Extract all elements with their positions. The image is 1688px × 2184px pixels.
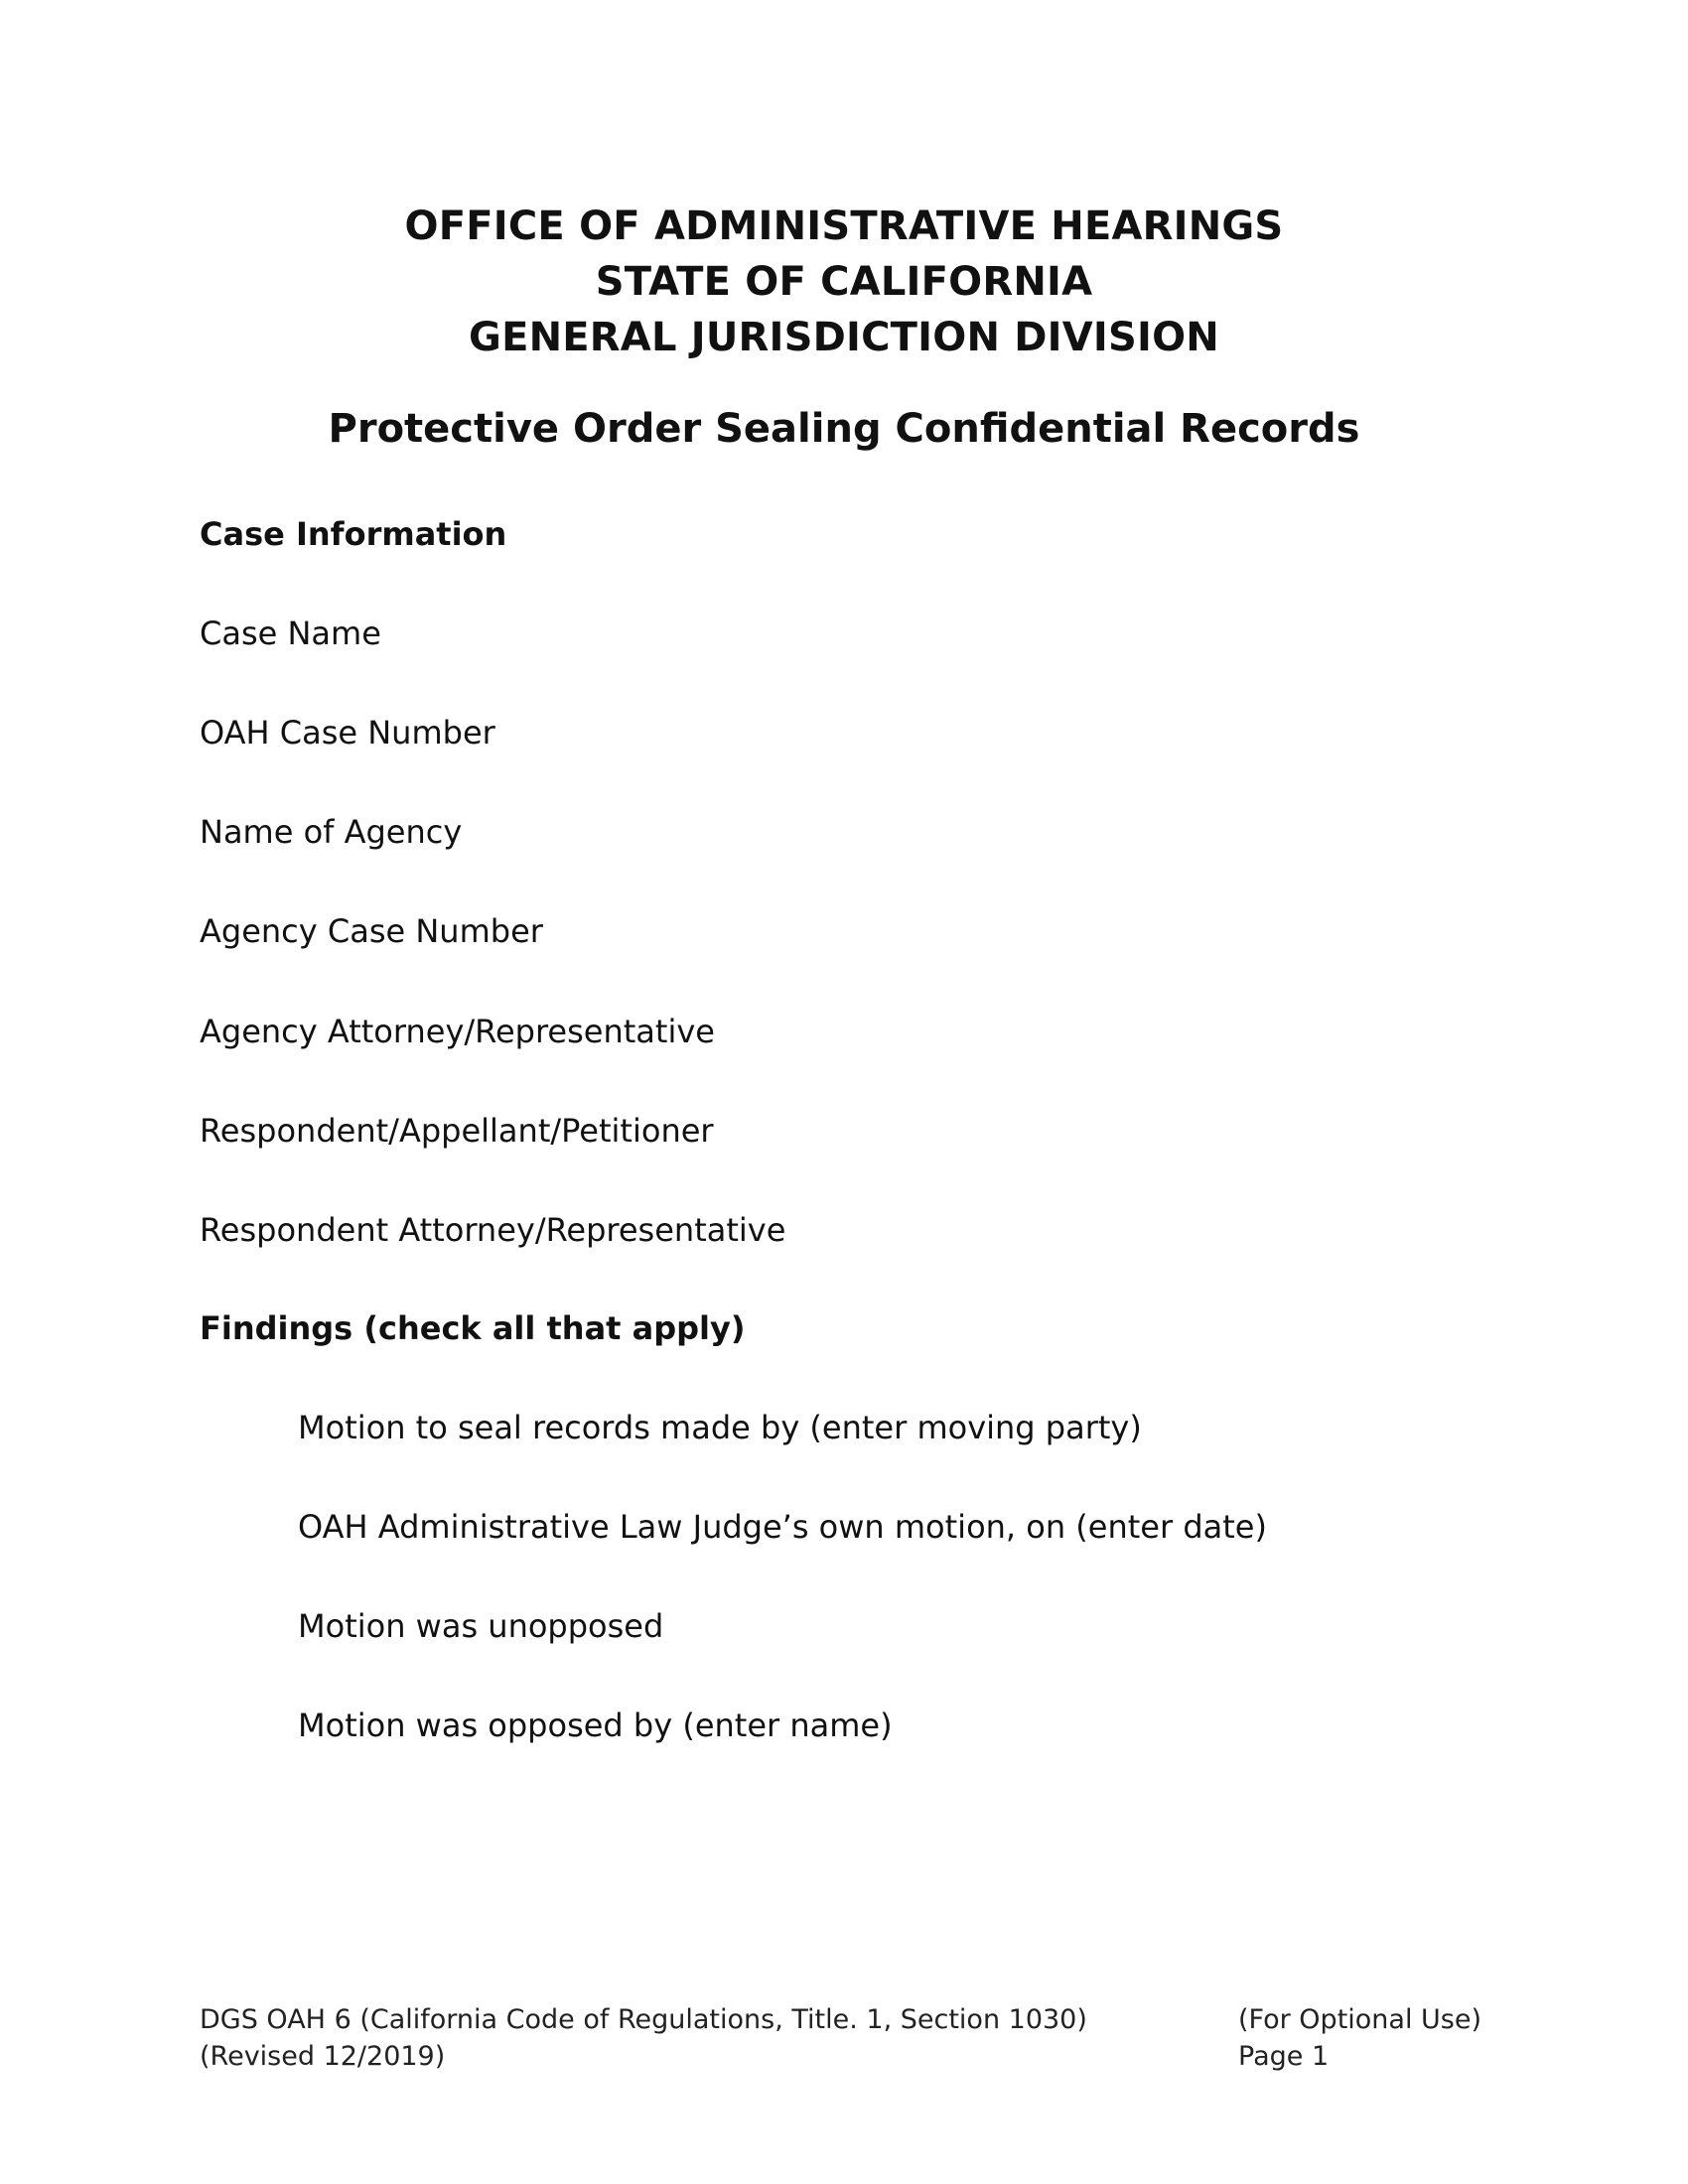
header-line-state: STATE OF CALIFORNIA [595,259,1093,305]
agency-attorney-label: Agency Attorney/Representative [200,1013,715,1050]
finding-opposed-by: Motion was opposed by (enter name) [298,1706,893,1744]
agency-name-label: Name of Agency [200,813,463,851]
footer-page-number: Page 1 [1238,2041,1330,2072]
findings-heading: Findings (check all that apply) [200,1309,746,1347]
footer-page-info [1238,2001,1496,2075]
document-title: Protective Order Sealing Confidential Records [328,406,1360,452]
finding-moving-party: Motion to seal records made by (enter moving party) [298,1409,1142,1446]
oah-case-number-label: OAH Case Number [200,714,495,751]
header-line-division: GENERAL JURISDICTION DIVISION [469,315,1219,360]
agency-header [0,199,1688,365]
finding-unopposed: Motion was unopposed [298,1607,664,1645]
footer-usage: (For Optional Use) [1238,2004,1482,2035]
respondent-label: Respondent/Appellant/Petitioner [200,1112,714,1150]
case-information-heading: Case Information [200,515,507,553]
agency-case-number-label: Agency Case Number [200,912,543,950]
finding-alj-own-motion: OAH Administrative Law Judge’s own motion, on (enter date) [298,1508,1267,1546]
footer-revised: (Revised 12/2019) [200,2041,446,2072]
case-name-label: Case Name [200,614,381,652]
footer-form-info [200,2001,1193,2075]
respondent-attorney-label: Respondent Attorney/Representative [200,1211,786,1249]
footer-form-id: DGS OAH 6 (California Code of Regulations, Title. 1, Section 1030) [200,2004,1087,2035]
header-line-office: OFFICE OF ADMINISTRATIVE HEARINGS [404,204,1284,249]
